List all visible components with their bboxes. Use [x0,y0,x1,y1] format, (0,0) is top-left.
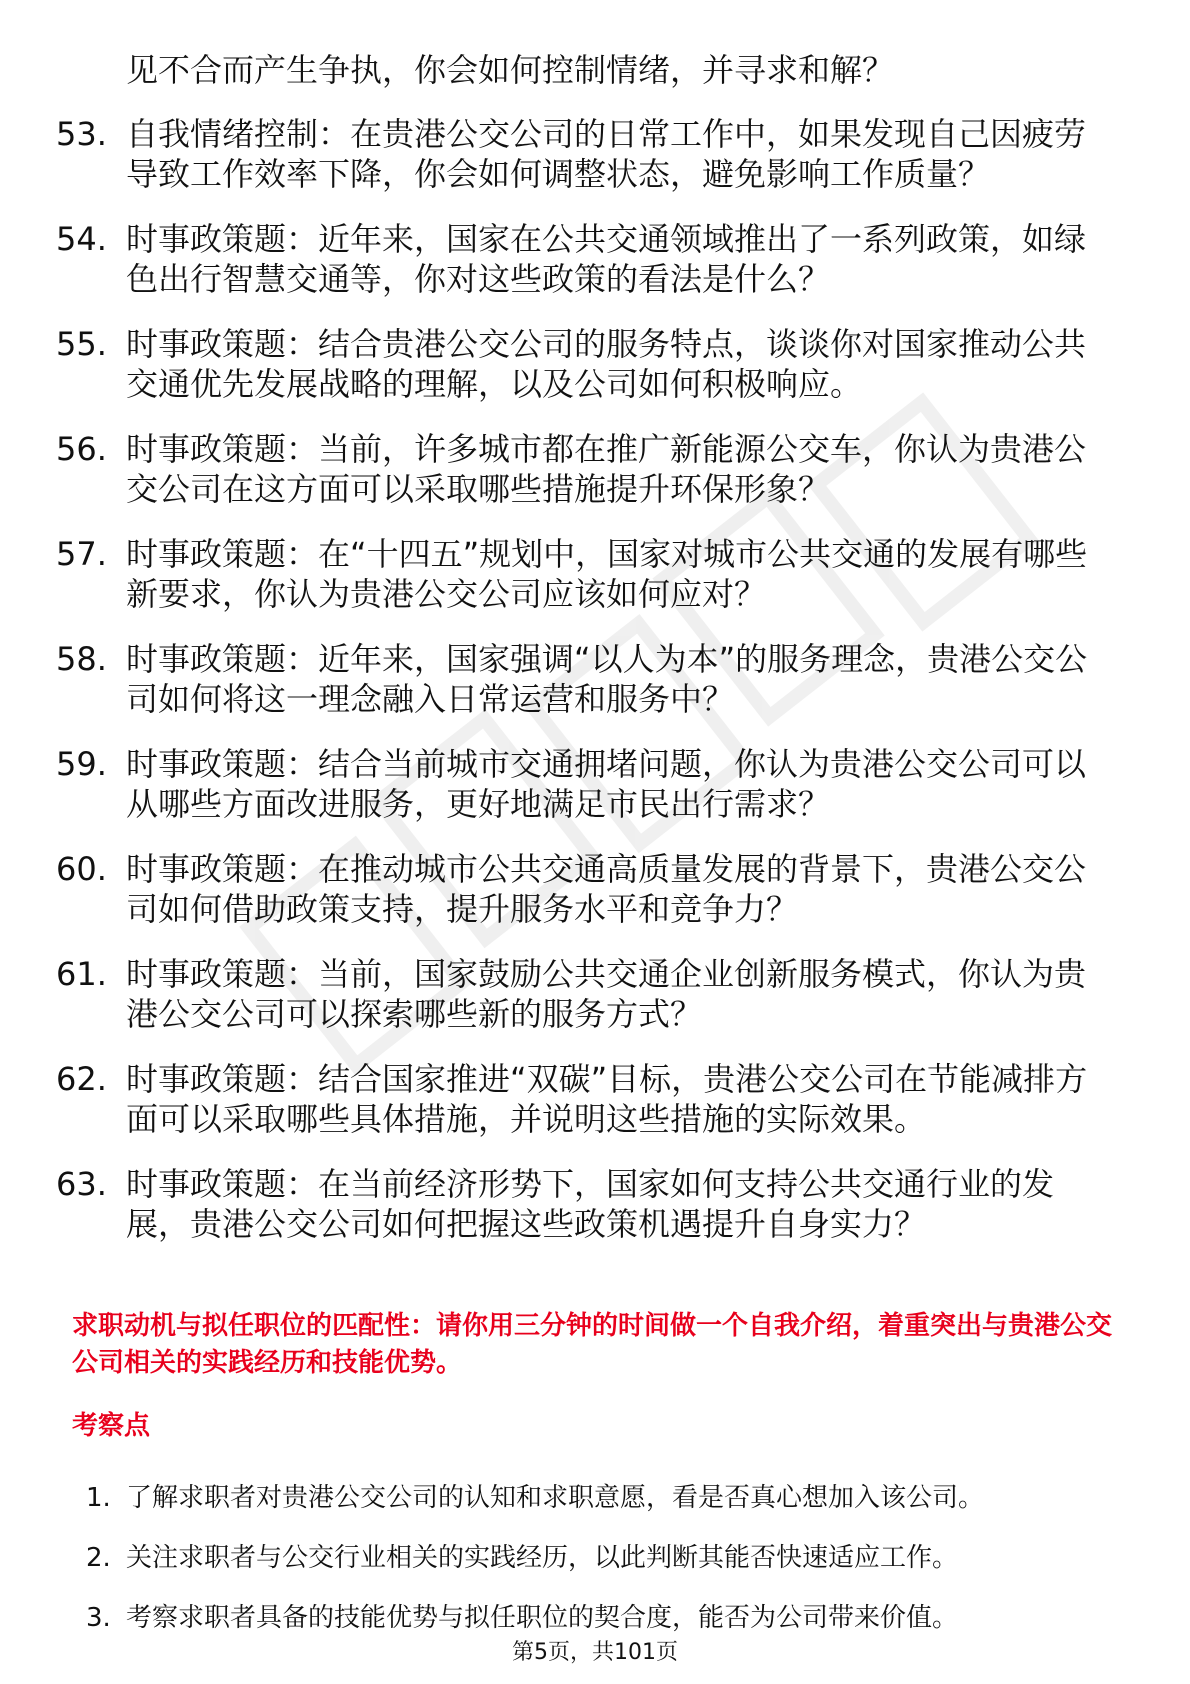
subheading: 考察点 [72,1411,151,1441]
item-number: 62. [56,1060,107,1098]
item-text: 时事政策题：当前，国家鼓励公共交通企业创新服务模式，你认为贵港公交公司可以探索哪些新的服务方式？ [126,955,1087,1033]
list-item [56,639,1116,719]
item-text: 时事政策题：在推动城市公共交通高质量发展的背景下，贵港公交公司如何借助政策支持，提升服务水平和竞争力？ [126,850,1087,928]
item-number: 1. [86,1483,111,1513]
item-text: 时事政策题：结合当前城市交通拥堵问题，你认为贵港公交公司可以从哪些方面改进服务，更好地满足市民出行需求？ [126,745,1087,823]
item-number: 58. [56,640,107,678]
list-item [56,219,1116,299]
list-item [56,849,1116,929]
list-item [86,1600,1116,1636]
list-item [86,1540,1116,1576]
item-text: 时事政策题：近年来，国家在公共交通领域推出了一系列政策，如绿色出行智慧交通等，你对这些政策的看法是什么？ [126,220,1087,298]
list-item [56,744,1116,824]
item-number: 54. [56,220,107,258]
list-item [56,429,1116,509]
list-item [56,1059,1116,1139]
list-item [86,1480,1116,1516]
question-list [56,114,1116,1269]
item-number: 61. [56,955,107,993]
item-number: 59. [56,745,107,783]
list-item [56,1164,1116,1244]
item-text: 关注求职者与公交行业相关的实践经历，以此判断其能否快速适应工作。 [126,1543,959,1573]
item-number: 63. [56,1165,107,1203]
points-list [86,1480,1116,1660]
item-text: 了解求职者对贵港公交公司的认知和求职意愿，看是否真心想加入该公司。 [126,1483,985,1513]
page-footer: 第5页，共101页 [512,1640,678,1665]
list-item [56,114,1116,194]
item-text: 时事政策题：结合国家推进“双碳”目标，贵港公交公司在节能减排方面可以采取哪些具体措施，并说明这些措施的实际效果。 [126,1060,1088,1138]
item-number: 60. [56,850,107,888]
item-number: 53. [56,115,107,153]
item-text: 自我情绪控制：在贵港公交公司的日常工作中，如果发现自己因疲劳导致工作效率下降，你会如何调整状态，避免影响工作质量？ [126,115,1087,193]
item-number: 57. [56,535,107,573]
item-text: 时事政策题：在“十四五”规划中，国家对城市公共交通的发展有哪些新要求，你认为贵港公交公司应该如何应对？ [126,535,1088,613]
continuation-text: 见不合而产生争执，你会如何控制情绪，并寻求和解？ [126,51,895,89]
item-text: 时事政策题：当前，许多城市都在推广新能源公交车，你认为贵港公交公司在这方面可以采取哪些措施提升环保形象？ [126,430,1087,508]
list-item [56,534,1116,614]
item-text: 考察求职者具备的技能优势与拟任职位的契合度，能否为公司带来价值。 [126,1603,959,1633]
item-text: 时事政策题：结合贵港公交公司的服务特点，谈谈你对国家推动公共交通优先发展战略的理解，以及公司如何积极响应。 [126,325,1087,403]
item-number: 55. [56,325,107,363]
item-text: 时事政策题：近年来，国家强调“以人为本”的服务理念，贵港公交公司如何将这一理念融入日常运营和服务中？ [126,640,1088,718]
list-item [56,954,1116,1034]
item-number: 3. [86,1603,111,1633]
list-item [56,324,1116,404]
item-text: 时事政策题：在当前经济形势下，国家如何支持公共交通行业的发展，贵港公交公司如何把握这些政策机遇提升自身实力？ [126,1165,1055,1243]
item-number: 2. [86,1543,111,1573]
item-number: 56. [56,430,107,468]
section-title: 求职动机与拟任职位的匹配性：请你用三分钟的时间做一个自我介绍，着重突出与贵港公交公司相关的实践经历和技能优势。 [72,1311,1113,1378]
